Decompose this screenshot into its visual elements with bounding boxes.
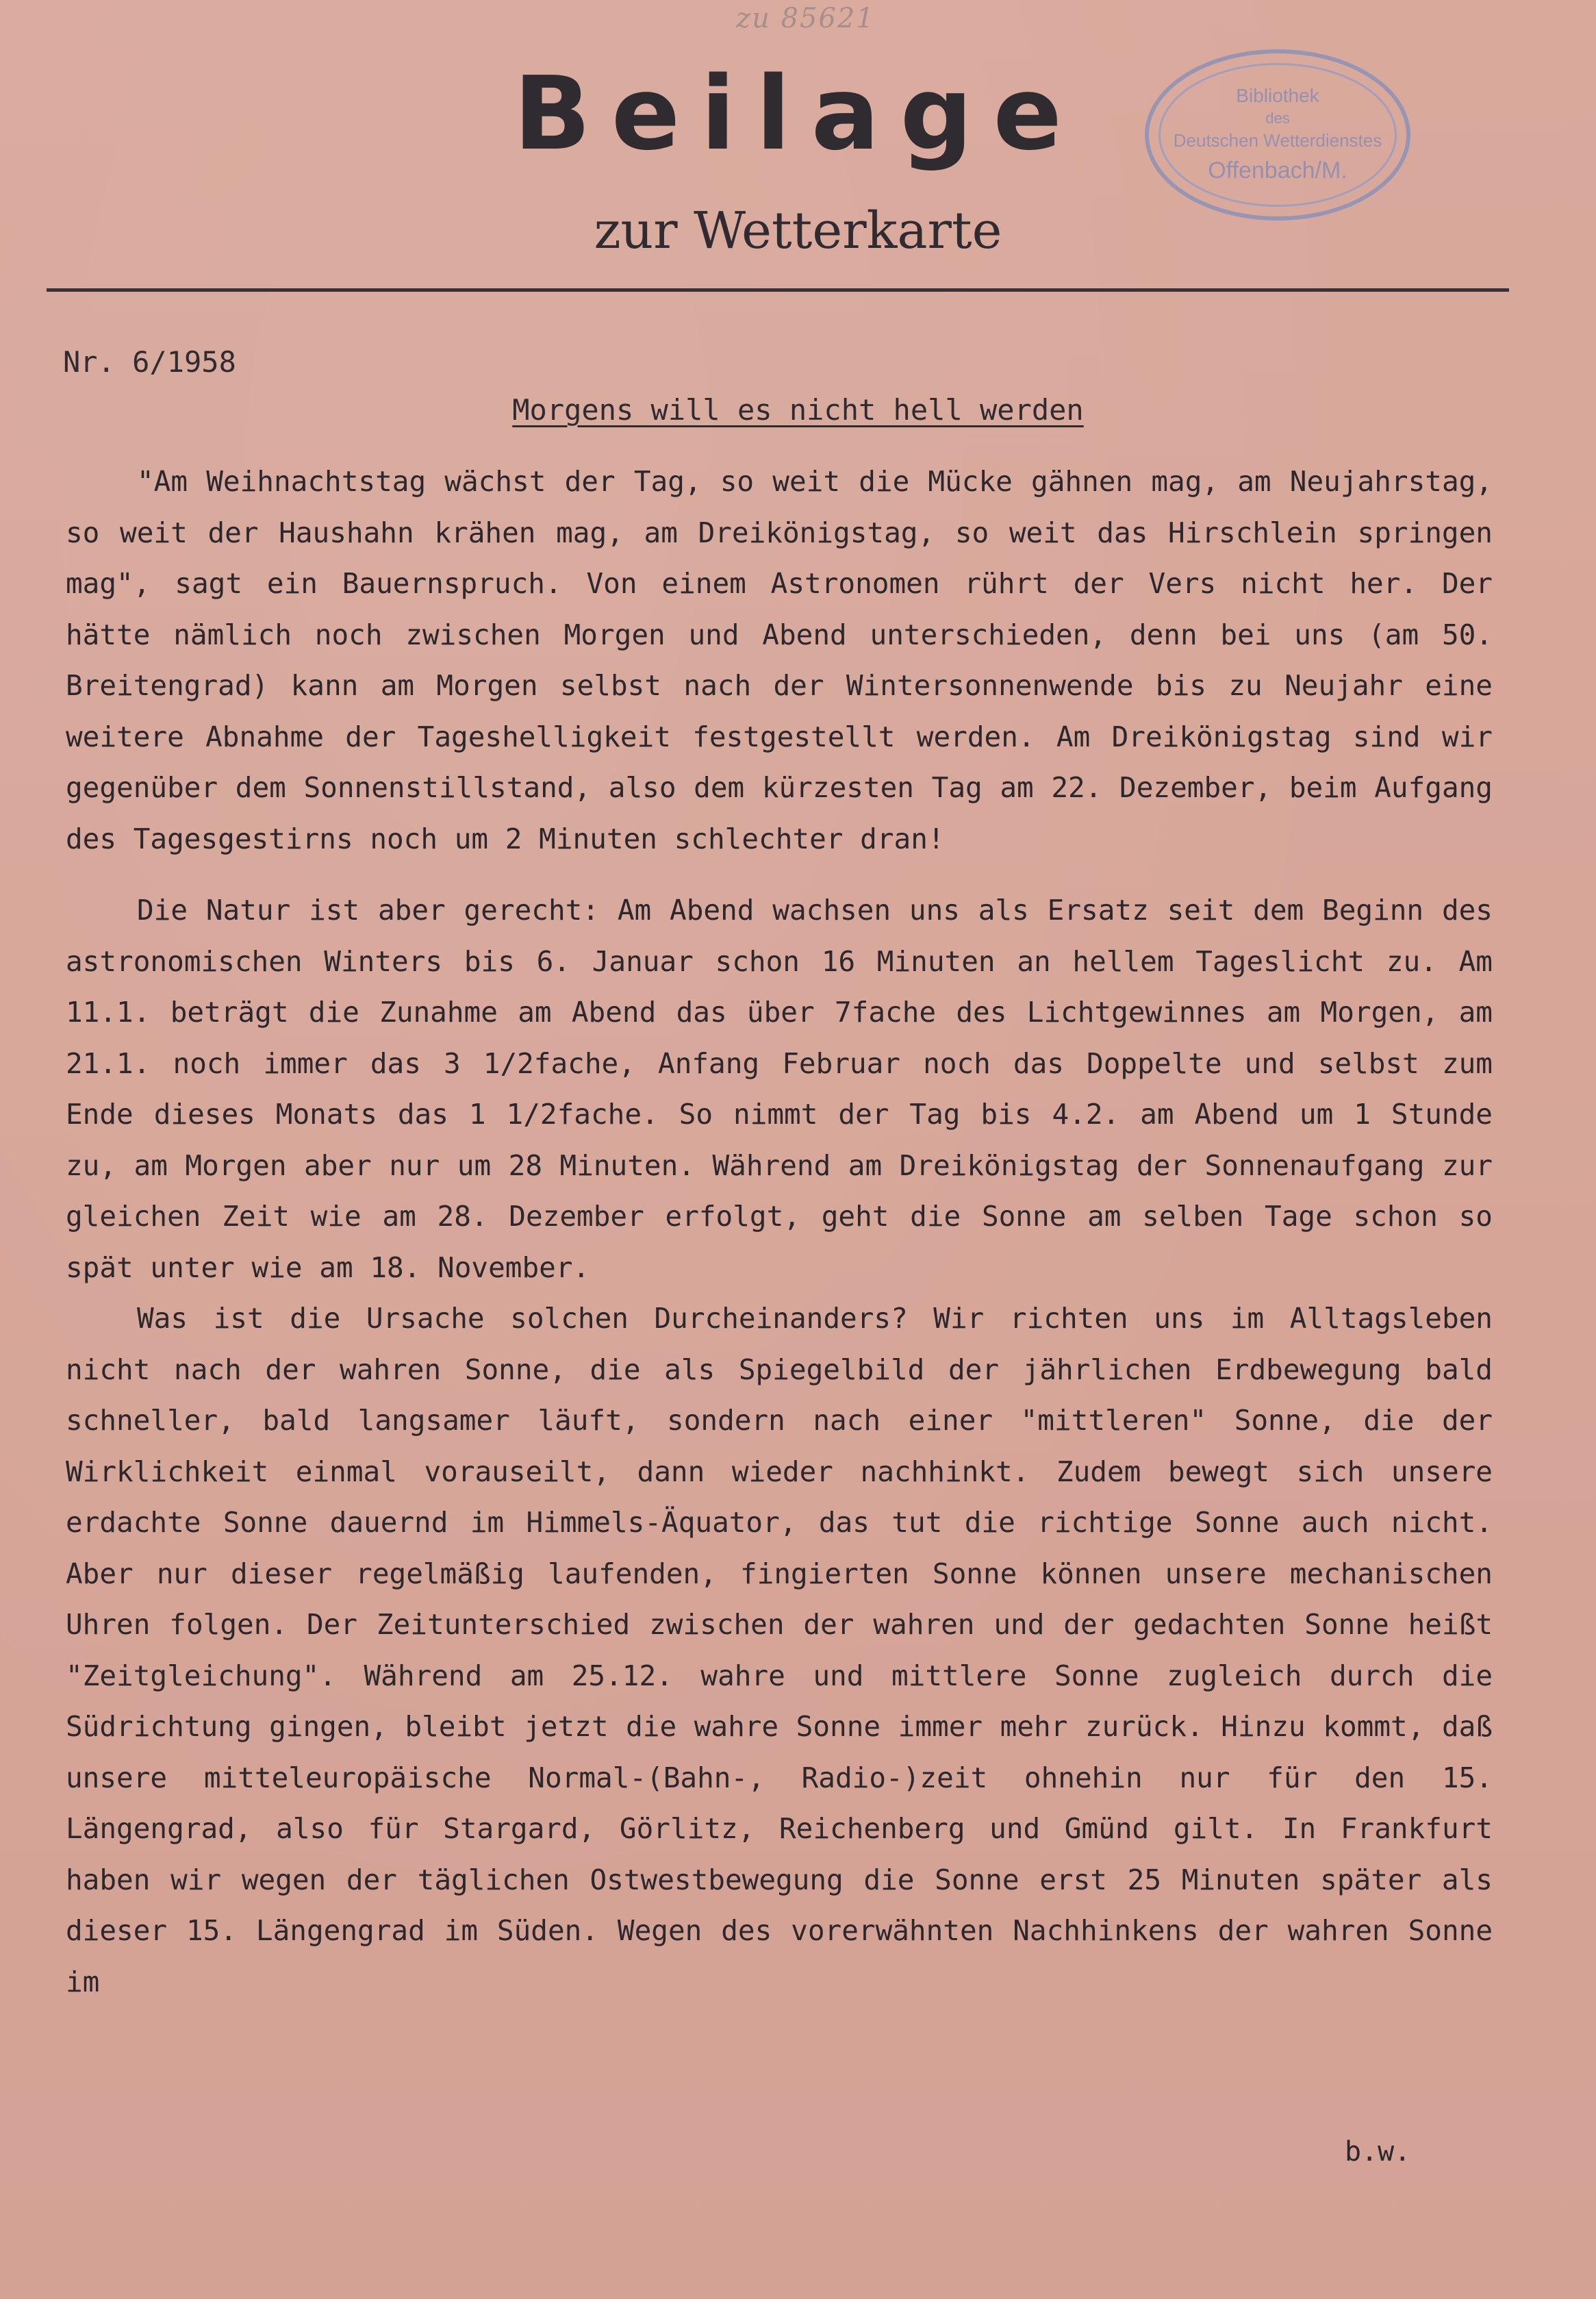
stamp-line: Offenbach/M. bbox=[1208, 158, 1347, 184]
header-divider bbox=[47, 288, 1509, 292]
article-heading bbox=[0, 393, 1596, 427]
article-paragraph: Was ist die Ursache solchen Durcheinanders? Wir richten uns im Alltagsleben nicht nach der wahren Sonne, die als Spiegelbild der jährlichen Erdbewegung bald schneller, bald langsamer läuft, sondern nach einer "mittleren" Sonne, die der Wirklichkeit einmal vorauseilt, dann wieder nachhinkt. Zudem bewegt sich unsere erdachte Sonne dauernd im Himmels-Äquator, das tut die richtige Sonne auch nicht. Aber nur dieser regelmäßig laufenden, fingierten Sonne können unsere mechanischen Uhren folgen. Der Zeitunterschied zwischen der wahren und der gedachten Sonne heißt "Zeitgleichung". Während am 25.12. wahre und mittlere Sonne zugleich durch die Südrichtung gingen, bleibt jetzt die wahre Sonne immer mehr zurück. Hinzu kommt, daß unsere mitteleuropäische Normal-(Bahn-, Radio-)zeit ohnehin nur für den 15. Längengrad, also für Stargard, Görlitz, Reichenberg und Gmünd gilt. In Frankfurt haben wir wegen der täglichen Ostwestbewegung die Sonne erst 25 Minuten später als dieser 15. Längengrad im Süden. Wegen des vorerwähnten Nachhinkens der wahren Sonne im bbox=[66, 1302, 1493, 1998]
stamp-line: des bbox=[1265, 110, 1290, 127]
article-paragraph: Die Natur ist aber gerecht: Am Abend wachsen uns als Ersatz seit dem Beginn des astronomischen Winters bis 6. Januar schon 16 Minuten an hellem Tageslicht zu. Am 11.1. beträgt die Zunahme am Abend das über 7fache des Lichtgewinnes am Morgen, am 21.1. noch immer das 3 1/2fache, Anfang Februar noch das Doppelte und selbst zum Ende dieses Monats das 1 1/2fache. So nimmt der Tag bis 4.2. am Abend um 1 Stunde zu, am Morgen aber nur um 28 Minuten. Während am Dreikönigstag der Sonnenaufgang zur gleichen Zeit wie am 28. Dezember erfolgt, geht die Sonne am selben Tage schon so spät unter wie am 18. November. bbox=[66, 894, 1493, 1284]
stamp-line: Deutschen Wetterdienstes bbox=[1173, 130, 1382, 151]
turn-over-note: b.w. bbox=[1345, 2136, 1411, 2168]
article-paragraph: "Am Weihnachtstag wächst der Tag, so weit die Mücke gähnen mag, am Neujahrstag, so weit der Haushahn krähen mag, am Dreikönigstag, so weit das Hirschlein springen mag", sagt ein Bauernspruch. Von einem Astronomen rührt der Vers nicht her. Der hätte nämlich noch zwischen Morgen und Abend unterschieden, denn bei uns (am 50. Breitengrad) kann am Morgen selbst nach der Wintersonnenwende bis zu Neujahr eine weitere Abnahme der Tageshelligkeit festgestellt werden. Am Dreikönigstag sind wir gegenüber dem Sonnenstillstand, also dem kürzesten Tag am 22. Dezember, beim Aufgang des Tagesgestirns noch um 2 Minuten schlechter dran! bbox=[66, 465, 1493, 855]
library-stamp bbox=[1145, 49, 1410, 221]
stamp-line: Bibliothek bbox=[1236, 85, 1319, 106]
handwritten-note: zu 85621 bbox=[736, 3, 875, 34]
article-body bbox=[66, 456, 1493, 2007]
article-heading-text: Morgens will es nicht hell werden bbox=[512, 393, 1084, 427]
page-subtitle: zur Wetterkarte bbox=[594, 201, 1002, 260]
page-title: Beilage bbox=[514, 55, 1082, 173]
issue-number: Nr. 6/1958 bbox=[63, 345, 236, 379]
